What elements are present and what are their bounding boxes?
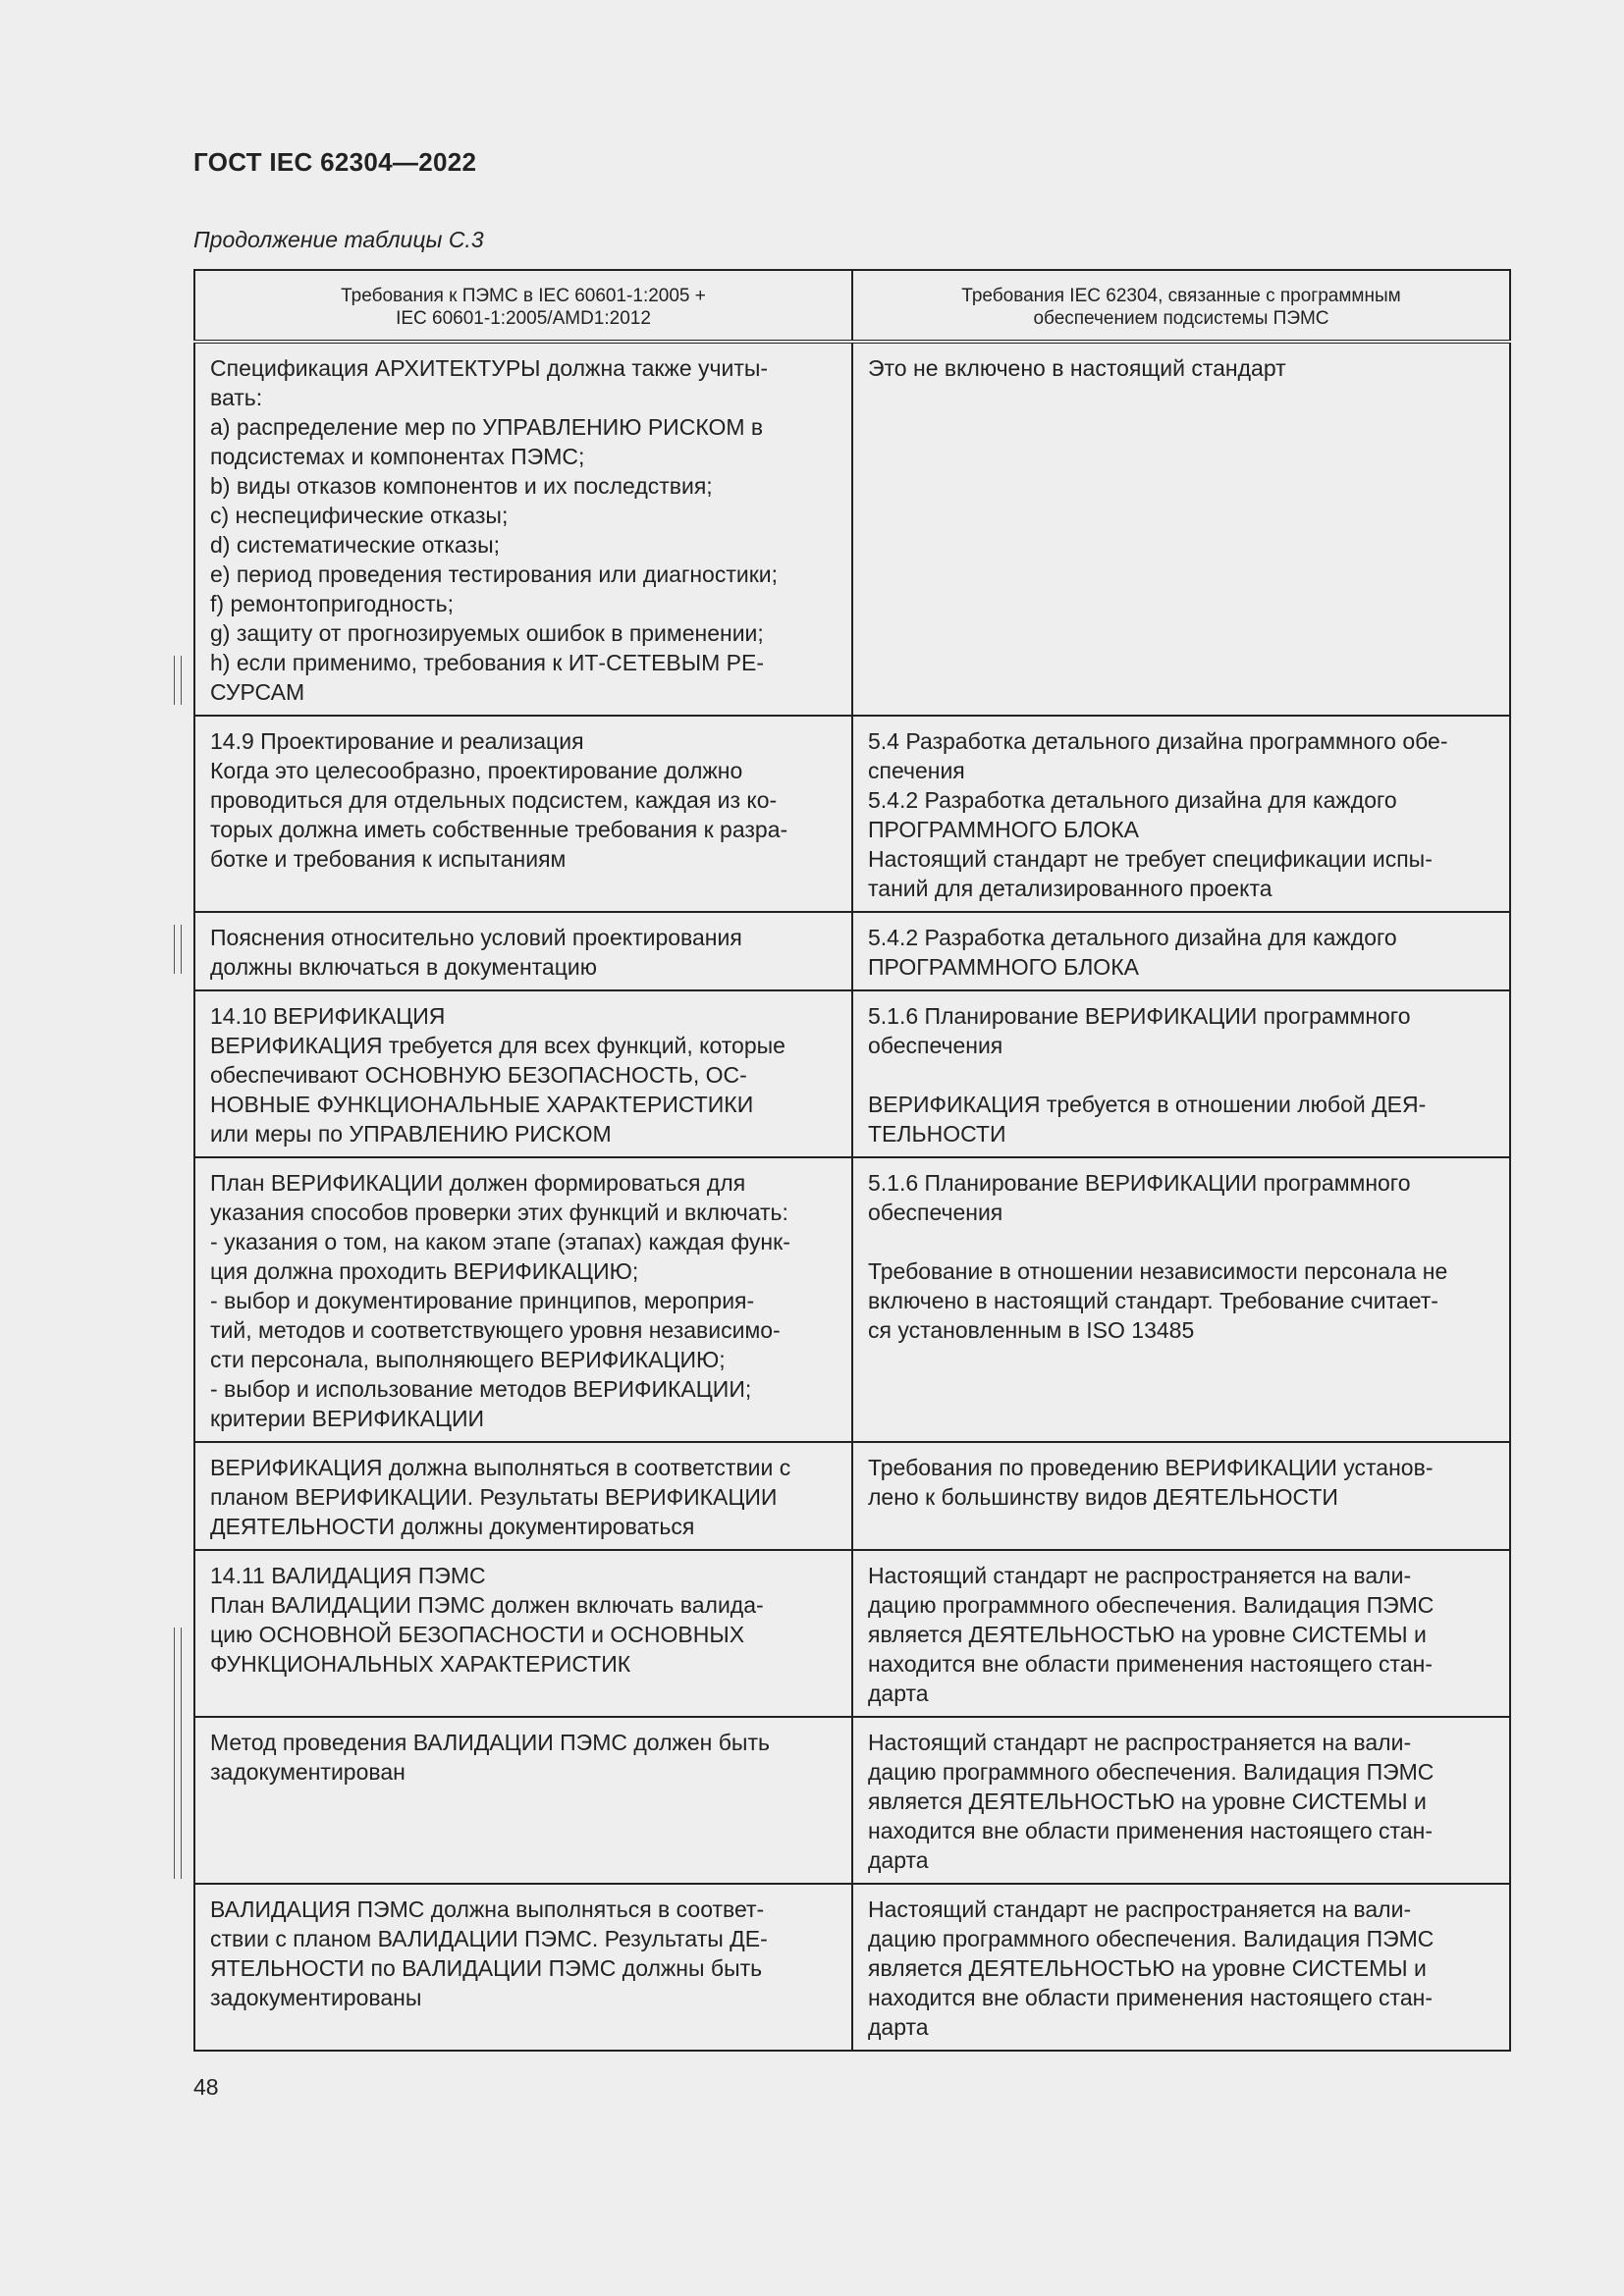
text-line: Это не включено в настоящий стандарт: [868, 355, 1286, 381]
text-line: планом ВЕРИФИКАЦИИ. Результаты ВЕРИФИКАЦИИ: [210, 1484, 778, 1510]
text-line: или меры по УПРАВЛЕНИЮ РИСКОМ: [210, 1121, 612, 1147]
table-row: [194, 1157, 1510, 1442]
text-line: 14.10 ВЕРИФИКАЦИЯ: [210, 1003, 446, 1029]
text-line: проводиться для отдельных подсистем, каждая из ко-: [210, 787, 778, 813]
text-line: ВАЛИДАЦИЯ ПЭМС должна выполняться в соответ-: [210, 1896, 765, 1922]
table-row: [194, 990, 1510, 1157]
pems-requirement-cell: [194, 342, 852, 716]
text-line: а) распределение мер по УПРАВЛЕНИЮ РИСКОМ в: [210, 414, 764, 440]
iec62304-requirement-cell: [852, 716, 1510, 912]
page-number: 48: [193, 2074, 219, 2100]
text-line: дацию программного обеспечения. Валидация ПЭМС: [868, 1926, 1435, 1951]
text-line: 14.11 ВАЛИДАЦИЯ ПЭМС: [210, 1563, 486, 1588]
text-line: находится вне области применения настоящего стан-: [868, 1985, 1433, 2010]
text-line: дарта: [868, 1681, 929, 1706]
text-line: является ДЕЯТЕЛЬНОСТЬЮ на уровне СИСТЕМЫ и: [868, 1789, 1427, 1814]
text-line: НОВНЫЕ ФУНКЦИОНАЛЬНЫЕ ХАРАКТЕРИСТИКИ: [210, 1092, 754, 1117]
text-line: ВЕРИФИКАЦИЯ должна выполняться в соответствии с: [210, 1455, 791, 1480]
text-line: ствии с планом ВАЛИДАЦИИ ПЭМС. Результаты ДЕ-: [210, 1926, 768, 1951]
text-line: обеспечения: [868, 1033, 1003, 1058]
text-line: План ВАЛИДАЦИИ ПЭМС должен включать валида-: [210, 1592, 764, 1618]
text-line: - выбор и использование методов ВЕРИФИКАЦИИ;: [210, 1376, 752, 1402]
text-line: должны включаться в документацию: [210, 954, 597, 980]
text-line: 5.4.2 Разработка детального дизайна для каждого: [868, 787, 1397, 813]
text-line: включено в настоящий стандарт. Требование считает-: [868, 1288, 1438, 1313]
text-line: Настоящий стандарт не распространяется на вали-: [868, 1896, 1412, 1922]
table-row: [194, 912, 1510, 990]
text-line: План ВЕРИФИКАЦИИ должен формироваться для: [210, 1170, 746, 1196]
text-line: критерии ВЕРИФИКАЦИИ: [210, 1406, 485, 1431]
text-line: b) виды отказов компонентов и их последствия;: [210, 473, 713, 499]
text-line: ПРОГРАММНОГО БЛОКА: [868, 954, 1139, 980]
pems-requirement-cell: [194, 912, 852, 990]
text-line: ПРОГРАММНОГО БЛОКА: [868, 817, 1139, 842]
iec62304-requirement-cell: [852, 1550, 1510, 1717]
text-line: ВЕРИФИКАЦИЯ требуется для всех функций, которые: [210, 1033, 785, 1058]
text-line: находится вне области применения настоящего стан-: [868, 1818, 1433, 1843]
text-line: Спецификация АРХИТЕКТУРЫ должна также учиты-: [210, 355, 769, 381]
text-line: ботке и требования к испытаниям: [210, 846, 567, 872]
table-caption: Продолжение таблицы С.3: [193, 227, 484, 252]
table-header-row: [194, 270, 1510, 342]
table-row: [194, 716, 1510, 912]
column-header-pems: [194, 270, 852, 342]
text-line: - выбор и документирование принципов, мероприя-: [210, 1288, 755, 1313]
text-line: обеспечения: [868, 1200, 1003, 1225]
text-line: с) неспецифические отказы;: [210, 503, 509, 528]
text-line: тий, методов и соответствующего уровня независимо-: [210, 1317, 781, 1343]
pems-requirement-cell: [194, 990, 852, 1157]
iec62304-requirement-cell: [852, 912, 1510, 990]
iec62304-requirement-cell: [852, 342, 1510, 716]
pems-requirement-cell: [194, 716, 852, 912]
text-line: 5.4 Разработка детального дизайна программного обе-: [868, 728, 1448, 754]
iec62304-requirement-cell: [852, 1884, 1510, 2051]
pems-requirement-cell: [194, 1442, 852, 1550]
text-line: Требования по проведению ВЕРИФИКАЦИИ установ-: [868, 1455, 1434, 1480]
text-line: СУРСАМ: [210, 679, 305, 705]
text-line: ся установленным в ISO 13485: [868, 1317, 1195, 1343]
text-line: Требование в отношении независимости персонала не: [868, 1258, 1448, 1284]
table-body: [194, 270, 1510, 2051]
table-row: [194, 1442, 1510, 1550]
text-line: дарта: [868, 1847, 929, 1873]
change-marker: [174, 925, 182, 974]
text-line: g) защиту от прогнозируемых ошибок в применении;: [210, 620, 764, 646]
text-line: ДЕЯТЕЛЬНОСТИ должны документироваться: [210, 1514, 695, 1539]
text-line: Пояснения относительно условий проектирования: [210, 925, 742, 950]
text-line: - указания о том, на каком этапе (этапах) каждая функ-: [210, 1229, 790, 1255]
text-line: ТЕЛЬНОСТИ: [868, 1121, 1006, 1147]
pems-requirement-cell: [194, 1157, 852, 1442]
table-row: [194, 1550, 1510, 1717]
text-line: Настоящий стандарт не распространяется на вали-: [868, 1563, 1412, 1588]
iec62304-requirement-cell: [852, 1442, 1510, 1550]
text-line: является ДЕЯТЕЛЬНОСТЬЮ на уровне СИСТЕМЫ и: [868, 1955, 1427, 1981]
pems-requirement-cell: [194, 1884, 852, 2051]
text-line: торых должна иметь собственные требования к разра-: [210, 817, 788, 842]
requirements-table: [193, 269, 1511, 2052]
text-line: дарта: [868, 2014, 929, 2040]
table-row: [194, 342, 1510, 716]
text-line: Настоящий стандарт не требует спецификации испы-: [868, 846, 1433, 872]
text-line: является ДЕЯТЕЛЬНОСТЬЮ на уровне СИСТЕМЫ и: [868, 1622, 1427, 1647]
text-line: 5.4.2 Разработка детального дизайна для каждого: [868, 925, 1397, 950]
text-line: Метод проведения ВАЛИДАЦИИ ПЭМС должен быть: [210, 1730, 770, 1755]
text-line: 5.1.6 Планирование ВЕРИФИКАЦИИ программного: [868, 1170, 1411, 1196]
text-line: задокументированы: [210, 1985, 422, 2010]
text-line: дацию программного обеспечения. Валидация ПЭМС: [868, 1592, 1435, 1618]
text-line: е) период проведения тестирования или диагностики;: [210, 561, 779, 587]
text-line: ЯТЕЛЬНОСТИ по ВАЛИДАЦИИ ПЭМС должны быть: [210, 1955, 763, 1981]
text-line: подсистемах и компонентах ПЭМС;: [210, 444, 585, 469]
text-line: f) ремонтопригодность;: [210, 591, 454, 616]
text-line: Настоящий стандарт не распространяется на вали-: [868, 1730, 1412, 1755]
pems-requirement-cell: [194, 1717, 852, 1884]
iec62304-requirement-cell: [852, 990, 1510, 1157]
change-marker: [174, 656, 182, 705]
paragraph-gap: [868, 1227, 1495, 1256]
text-line: ФУНКЦИОНАЛЬНЫХ ХАРАКТЕРИСТИК: [210, 1651, 631, 1677]
iec62304-requirement-cell: [852, 1157, 1510, 1442]
column-header-iec62304: [852, 270, 1510, 342]
text-line: ВЕРИФИКАЦИЯ требуется в отношении любой ДЕЯ-: [868, 1092, 1427, 1117]
text-line: лено к большинству видов ДЕЯТЕЛЬНОСТИ: [868, 1484, 1338, 1510]
text-line: указания способов проверки этих функций и включать:: [210, 1200, 788, 1225]
column-header-line: Требования к ПЭМС в IEC 60601-1:2005 +: [341, 286, 706, 306]
text-line: вать:: [210, 385, 263, 410]
text-line: ция должна проходить ВЕРИФИКАЦИЮ;: [210, 1258, 639, 1284]
standard-title: ГОСТ IEC 62304—2022: [193, 147, 477, 177]
text-line: дацию программного обеспечения. Валидация ПЭМС: [868, 1759, 1435, 1785]
text-line: задокументирован: [210, 1759, 406, 1785]
text-line: таний для детализированного проекта: [868, 876, 1272, 901]
text-line: h) если применимо, требования к ИТ-СЕТЕВЫМ РЕ-: [210, 650, 765, 675]
text-line: 5.1.6 Планирование ВЕРИФИКАЦИИ программного: [868, 1003, 1411, 1029]
paragraph-gap: [868, 1060, 1495, 1090]
table-row: [194, 1717, 1510, 1884]
iec62304-requirement-cell: [852, 1717, 1510, 1884]
column-header-line: IEC 60601-1:2005/AMD1:2012: [396, 308, 651, 329]
text-line: находится вне области применения настоящего стан-: [868, 1651, 1433, 1677]
pems-requirement-cell: [194, 1550, 852, 1717]
text-line: спечения: [868, 758, 965, 783]
text-line: сти персонала, выполняющего ВЕРИФИКАЦИЮ;: [210, 1347, 726, 1372]
text-line: Когда это целесообразно, проектирование должно: [210, 758, 743, 783]
table-row: [194, 1884, 1510, 2051]
change-marker: [174, 1628, 182, 1879]
text-line: d) систематические отказы;: [210, 532, 500, 558]
column-header-line: Требования IEC 62304, связанные с программным: [961, 286, 1401, 306]
column-header-line: обеспечением подсистемы ПЭМС: [1033, 308, 1329, 329]
text-line: цию ОСНОВНОЙ БЕЗОПАСНОСТИ и ОСНОВНЫХ: [210, 1622, 745, 1647]
text-line: обеспечивают ОСНОВНУЮ БЕЗОПАСНОСТЬ, ОС-: [210, 1062, 747, 1088]
text-line: 14.9 Проектирование и реализация: [210, 728, 584, 754]
